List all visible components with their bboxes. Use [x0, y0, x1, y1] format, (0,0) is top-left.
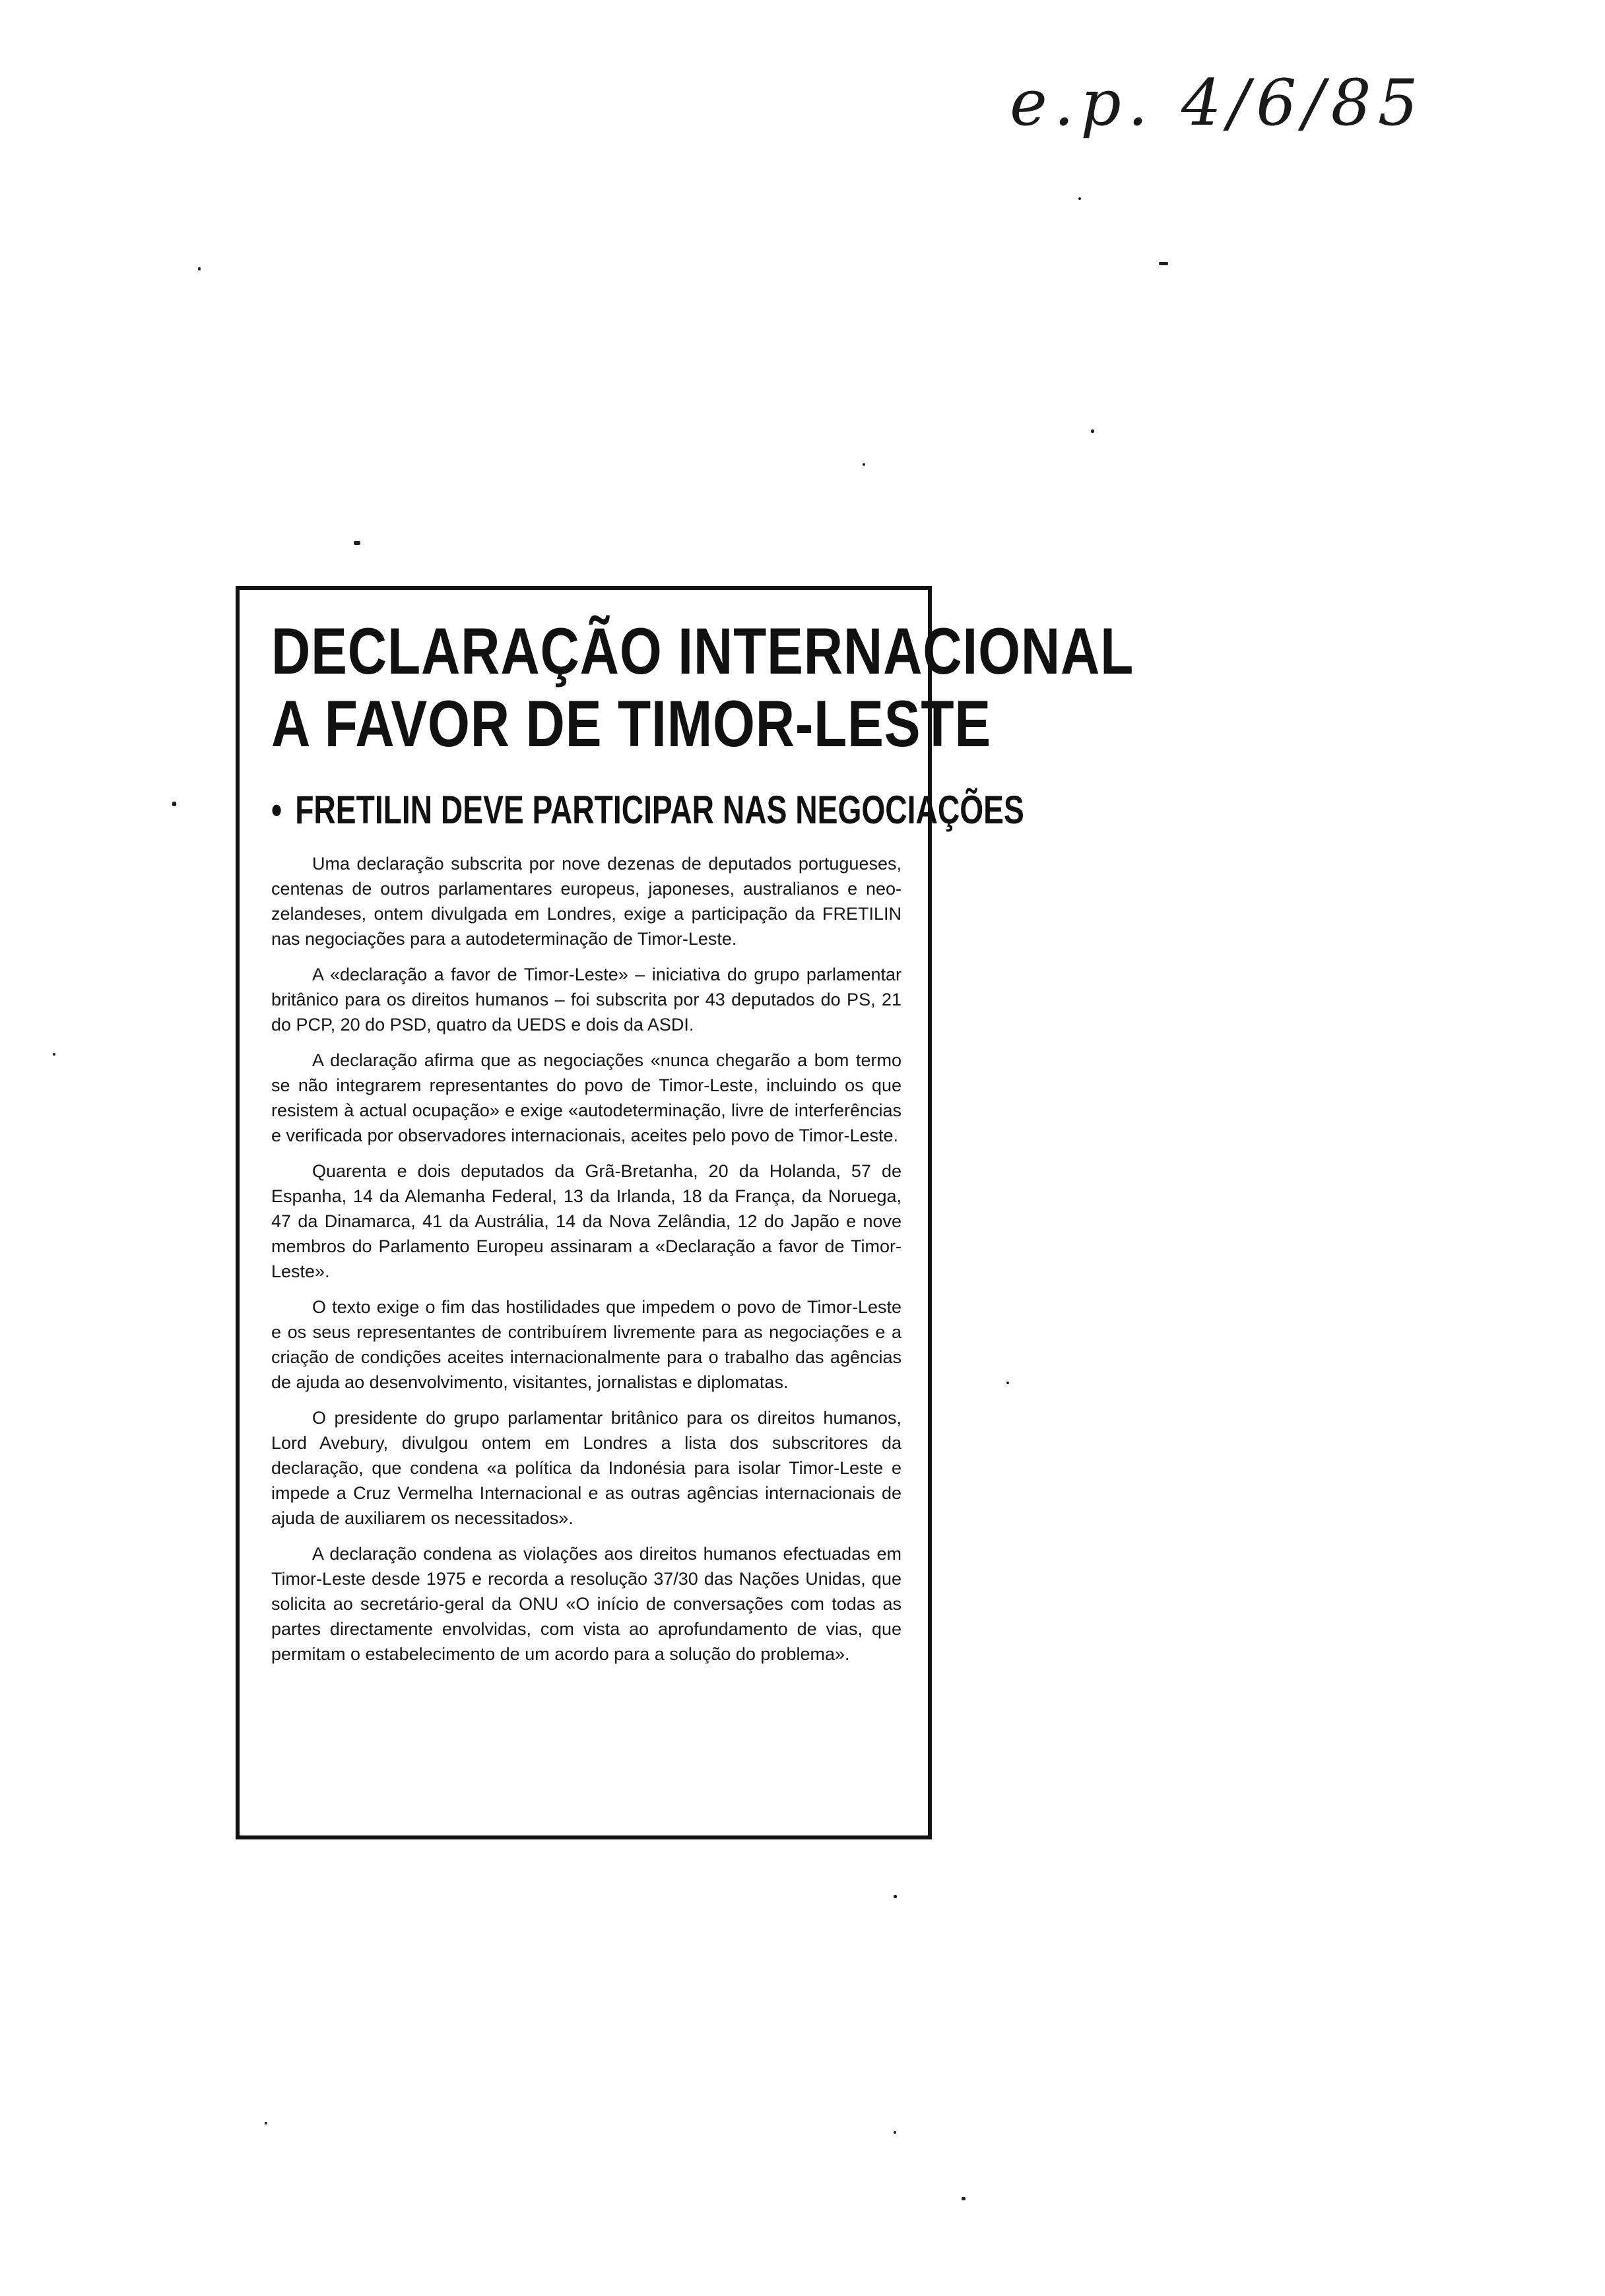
paragraph: A «declaração a favor de Timor-Leste» – iniciativa do grupo parlamentar britânico para os direitos humanos – foi subscrita por 43 deputados do PS, 21 do PCP, 20 do PSD, quatro da UEDS e dois da ASDI. [271, 965, 901, 1035]
scan-speck [53, 1053, 55, 1056]
scan-speck [863, 463, 865, 466]
subheadline [271, 786, 1024, 834]
bullet-icon: • [271, 788, 282, 832]
scan-speck [1006, 1382, 1009, 1384]
scan-speck [198, 267, 201, 271]
headline [271, 614, 1134, 760]
paragraph: A declaração afirma que as negociações «nunca chegarão a bom termo se não integrarem representantes do povo de Timor-Leste, incluindo os que resistem à actual ocupação» e exige «autodeterminação, livre de interferências e verificada por observadores internacionais, aceites pelo povo de Timor-Leste. [271, 1050, 901, 1145]
paragraph: A declaração condena as violações aos direitos humanos efectuadas em Timor-Leste desde 1975 e recorda a resolução 37/30 das Nações Unidas, que solicita ao secretário-geral da ONU «O início de conversações com todas as partes directamente envolvidas, com vista ao aprofundamento de vias, que permitam o estabelecimento de um acordo para a solução do problema». [271, 1544, 901, 1664]
scan-speck [265, 2122, 267, 2124]
article-body [271, 851, 901, 1667]
scan-speck [962, 2197, 966, 2200]
paragraph: Quarenta e dois deputados da Grã-Bretanha, 20 da Holanda, 57 de Espanha, 14 da Alemanha Federal, 13 da Irlanda, 18 da França, da Noruega, 47 da Dinamarca, 41 da Austrália, 14 da Nova Zelândia, 12 do Japão e nove membros do Parlamento Europeu assinaram a «Declaração a favor de Timor-Leste». [271, 1161, 901, 1281]
paragraph: O texto exige o fim das hostilidades que impedem o povo de Timor-Leste e os seus representantes de contribuírem livremente para as negociações e a criação de condições aceites internacionalmente para o trabalho das agências de ajuda ao desenvolvimento, visitantes, jornalistas e diplomatas. [271, 1297, 901, 1392]
headline-line-2: A FAVOR DE TIMOR-LESTE [271, 687, 992, 760]
scan-speck [1091, 430, 1094, 433]
newspaper-clipping [236, 586, 1134, 1839]
scan-speck [354, 541, 360, 545]
handwritten-date-note: e.p. 4/6/85 [1010, 66, 1425, 140]
scan-speck [1159, 262, 1168, 265]
scan-speck [1078, 197, 1081, 200]
scan-speck [894, 1895, 897, 1898]
scan-speck [172, 802, 176, 806]
paragraph: O presidente do grupo parlamentar britânico para os direitos humanos, Lord Avebury, divulgou ontem em Londres a lista dos subscritores da declaração, que condena «a política da Indonésia para isolar Timor-Leste e impede a Cruz Vermelha Internacional e as outras agências internacionais de ajuda de auxiliarem os necessitados». [271, 1408, 901, 1528]
headline-line-1: DECLARAÇÃO INTERNACIONAL [271, 614, 1134, 687]
paragraph: Uma declaração subscrita por nove dezenas de deputados portugueses, centenas de outros parlamentares europeus, japoneses, australianos e neo-zelandeses, ontem divulgada em Londres, exige a participação da FRETILIN nas negociações para a autodeterminação de Timor-Leste. [271, 854, 901, 949]
scan-speck [894, 2131, 896, 2134]
subheadline-text: FRETILIN DEVE PARTICIPAR NAS NEGOCIAÇÕES [295, 788, 1024, 832]
